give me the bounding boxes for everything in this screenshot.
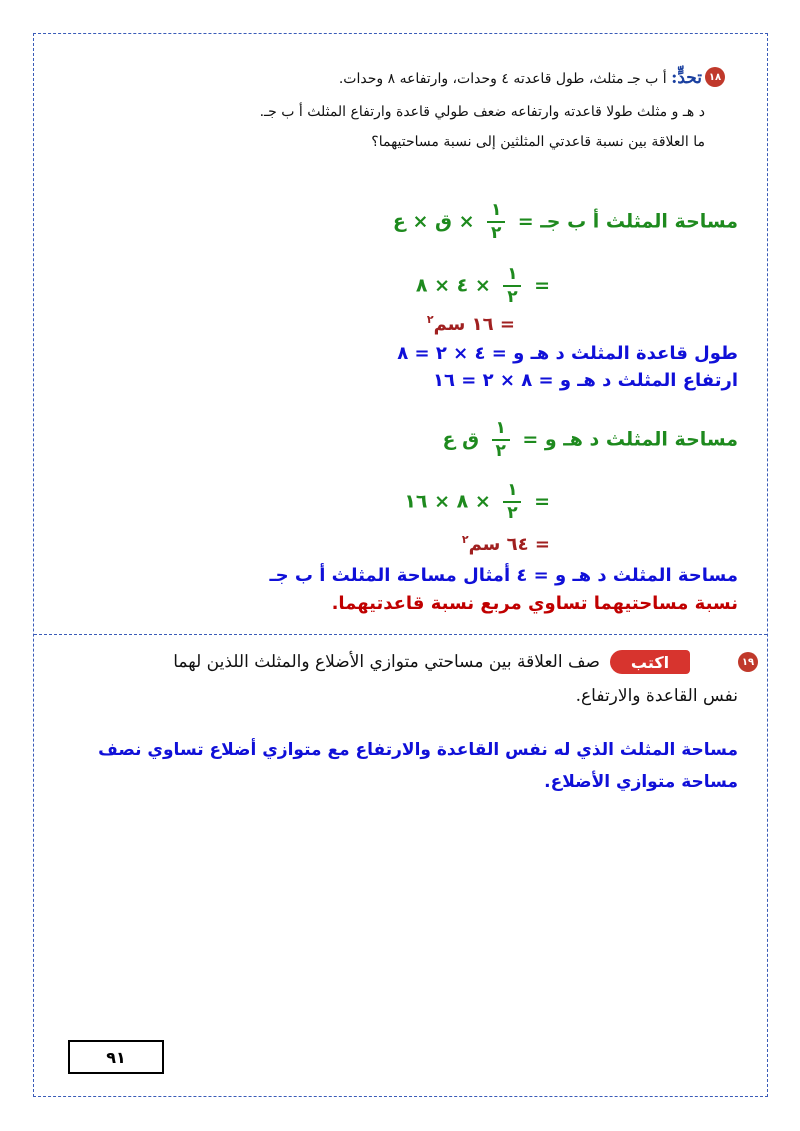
question-number-badge: ١٨ [705,67,725,87]
step-product: × ٤ × ٨ [415,274,491,297]
equals-sign: = [534,274,550,297]
ratio-statement: نسبة مساحتيهما تساوي مربع نسبة قاعدتيهما. [331,593,738,614]
area-def-step [404,482,550,522]
base-def: طول قاعدة المثلث د هـ و = ٤ × ٢ = ٨ [397,343,738,364]
area-def-label: مساحة المثلث د هـ و = [522,428,738,451]
question-19-line-2: نفس القاعدة والارتفاع. [575,686,738,706]
fraction-denominator: ٢ [490,223,502,243]
result-value: = ٦٤ سم [468,534,550,555]
result-value: = ١٦ سم [433,314,515,335]
area-def-result [462,533,550,555]
answer-19-line-2: مساحة متوازي الأضلاع. [544,772,738,792]
page-number-box [68,1040,164,1074]
question-number-badge: ١٩ [738,652,758,672]
unit-exponent: ٢ [461,533,469,546]
challenge-label: تحدٍّ: [671,68,702,88]
question-19-line-1: صف العلاقة بين مساحتي متوازي الأضلاع والمثلث اللذين لهما [173,652,600,672]
question-18-line-3: ما العلاقة بين نسبة قاعدتي المثلثين إلى نسبة مساحتيهما؟ [371,134,705,150]
question-text: أ ب جـ مثلث، طول قاعدته ٤ وحدات، وارتفاعه ٨ وحدات. [338,71,667,87]
height-def: ارتفاع المثلث د هـ و = ٨ × ٢ = ١٦ [432,370,738,391]
fraction-half [492,420,510,460]
fraction-denominator: ٢ [507,503,518,523]
area-abc-label: مساحة المثلث أ ب جـ = [517,210,738,233]
fraction-numerator: ١ [490,200,502,220]
fraction-half [503,482,521,522]
step-product: × ٨ × ١٦ [404,490,491,513]
question-18-line-1 [339,68,702,88]
area-abc-step [416,266,550,306]
conclusion: مساحة المثلث د هـ و = ٤ أمثال مساحة المثلث أ ب جـ [269,565,738,586]
area-def-formula [442,420,738,460]
equals-sign: = [534,490,550,513]
fraction-denominator: ٢ [495,441,506,461]
fraction-half [503,266,521,306]
fraction-numerator: ١ [495,418,506,438]
page-number: ٩١ [106,1047,126,1067]
area-def-rhs: ق ع [442,428,480,451]
area-abc-formula [393,202,738,242]
fraction-numerator: ١ [507,480,518,500]
area-abc-result [427,313,515,335]
section-divider [34,634,767,635]
fraction-numerator: ١ [507,264,518,284]
write-label-badge: اكتب [610,650,690,674]
fraction-denominator: ٢ [507,287,518,307]
unit-exponent: ٢ [426,313,434,326]
answer-19-line-1: مساحة المثلث الذي له نفس القاعدة والارتفاع مع متوازي أضلاع تساوي نصف [98,740,738,760]
area-abc-rhs: × ق × ع [392,210,475,233]
question-18-line-2: د هـ و مثلث طولا قاعدته وارتفاعه ضعف طولي قاعدة وارتفاع المثلث أ ب جـ. [259,104,705,120]
fraction-half [487,202,505,242]
